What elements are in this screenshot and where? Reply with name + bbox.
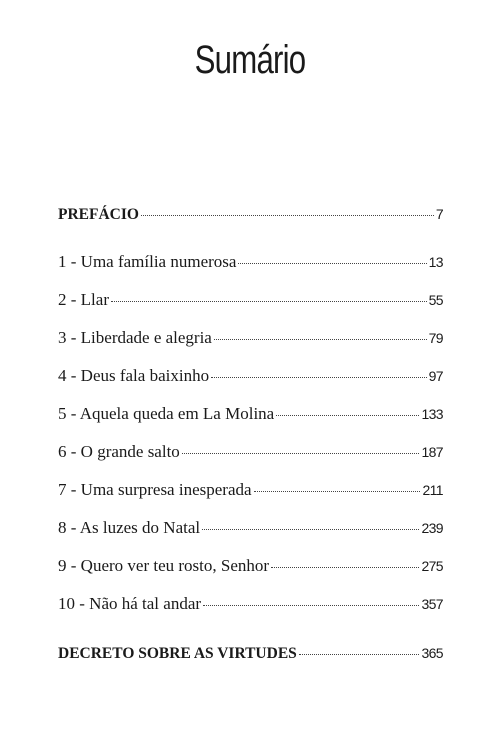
- toc-entry-label: 1 - Uma família numerosa: [58, 252, 237, 271]
- dot-leader: [182, 453, 420, 454]
- dot-leader: [254, 491, 421, 492]
- dot-leader: [203, 605, 419, 606]
- toc-page-number: 97: [428, 368, 443, 384]
- toc-entry-chapter-10[interactable]: [58, 594, 443, 632]
- toc-entry-label: 8 - As luzes do Natal: [58, 518, 201, 537]
- toc-page-number: 357: [421, 596, 443, 612]
- toc-entry-label: 3 - Liberdade e alegria: [58, 328, 212, 347]
- toc-entry-label: DECRETO SOBRE AS VIRTUDES: [58, 645, 297, 662]
- toc-page-number: 55: [428, 292, 443, 308]
- dot-leader: [238, 263, 426, 264]
- dot-leader: [271, 567, 419, 568]
- toc-page-number: 239: [421, 520, 443, 536]
- toc-page-number: 365: [421, 645, 443, 661]
- toc-page-number: 79: [428, 330, 443, 346]
- toc-page-number: 211: [422, 482, 443, 498]
- toc-entry-chapter-5[interactable]: [58, 404, 443, 442]
- toc-entry-label: 2 - Llar: [58, 290, 109, 309]
- toc-entry-label: 6 - O grande salto: [58, 442, 180, 461]
- toc-entry-preface[interactable]: [58, 206, 443, 244]
- toc-page-number: 187: [421, 444, 443, 460]
- dot-leader: [211, 377, 427, 378]
- page-title: Sumário: [194, 38, 306, 82]
- toc-entry-chapter-2[interactable]: [58, 290, 443, 328]
- toc-page-number: 7: [435, 206, 443, 222]
- toc-entry-chapter-1[interactable]: [58, 252, 443, 290]
- toc-page-number: 13: [428, 254, 443, 270]
- toc-entry-decree[interactable]: [58, 645, 443, 683]
- dot-leader: [276, 415, 419, 416]
- dot-leader: [202, 529, 419, 530]
- dot-leader: [111, 301, 427, 302]
- table-of-contents: [58, 206, 443, 683]
- toc-entry-label: 5 - Aquela queda em La Molina: [58, 404, 275, 423]
- toc-entry-label: 7 - Uma surpresa inesperada: [58, 480, 252, 499]
- toc-entry-chapter-7[interactable]: [58, 480, 443, 518]
- toc-entry-chapter-9[interactable]: [58, 556, 443, 594]
- dot-leader: [141, 215, 434, 216]
- toc-entry-label: PREFÁCIO: [58, 206, 139, 223]
- toc-entry-chapter-6[interactable]: [58, 442, 443, 480]
- toc-page-number: 133: [421, 406, 443, 422]
- toc-entry-chapter-3[interactable]: [58, 328, 443, 366]
- dot-leader: [214, 339, 427, 340]
- toc-page-number: 275: [421, 558, 443, 574]
- toc-entry-chapter-8[interactable]: [58, 518, 443, 556]
- dot-leader: [299, 654, 420, 655]
- toc-entry-label: 9 - Quero ver teu rosto, Senhor: [58, 556, 270, 575]
- toc-entry-label: 10 - Não há tal andar: [58, 594, 202, 613]
- toc-entry-chapter-4[interactable]: [58, 366, 443, 404]
- toc-entry-label: 4 - Deus fala baixinho: [58, 366, 210, 385]
